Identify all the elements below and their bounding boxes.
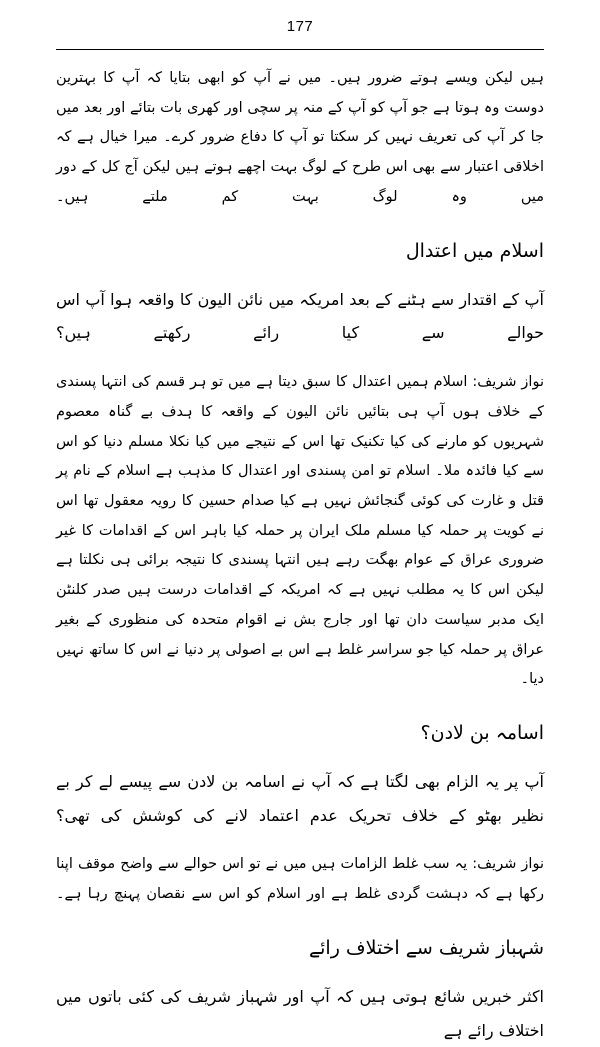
section-heading-osama: اسامہ بن لادن؟ [420, 721, 544, 744]
header-divider [56, 49, 544, 50]
question-nine-eleven: آپ کے اقتدار سے ہٹنے کے بعد امریکہ میں نائن الیون کا واقعہ ہوا آپ اس حوالے سے کیا رائے رکھتے ہیں؟ [56, 289, 544, 343]
section-heading-shahbaz: شہباز شریف سے اختلاف رائے [309, 936, 544, 959]
section-heading-itedal: اسلام میں اعتدال [405, 239, 544, 262]
question-shahbaz: اکثر خبریں شائع ہوتی ہیں کہ آپ اور شہباز شریف کی کئی باتوں میں اختلاف رائے ہے [56, 987, 544, 1040]
question-osama: آپ پر یہ الزام بھی لگتا ہے کہ آپ نے اسامہ بن لادن سے پیسے لے کر بے نظیر بھٹو کے خلاف تحریک عدم اعتماد لانے کی کوشش کی تھی؟ [56, 772, 544, 825]
page-number: 177 [286, 18, 314, 35]
paragraph-intro: ہیں لیکن ویسے ہوتے ضرور ہیں۔ میں نے آپ کو ابھی بتایا کہ آپ کا بہترین دوست وہ ہوتا ہے جو آپ کو آپ کے منہ پر سچی اور کھری بات بتائے اور بعد میں جا کر آپ کی تعریف نہیں کر سکتا تو آپ کا دفاع ضرور کرے۔ میرا خیال ہے کہ اخلاقی اعتبار سے بھی اس طرح کے لوگ بہت اچھے ہوتے ہیں لیکن آج کل کے دور میں وہ لوگ بہت کم ملتے ہیں۔ [56, 70, 544, 205]
answer-osama: نواز شریف: یہ سب غلط الزامات ہیں میں نے تو اس حوالے سے واضح موقف اپنا رکھا ہے کہ دہشت گردی غلط ہے اور اسلام کو اس سے نقصان پہنچ رہا ہے۔ [56, 856, 544, 903]
answer-nine-eleven: نواز شریف: اسلام ہمیں اعتدال کا سبق دیتا ہے میں تو ہر قسم کی انتہا پسندی کے خلاف ہوں آپ ہی بتائیں نائن الیون کے واقعہ کا ہدف بے گناہ معصوم شہریوں کو مارنے کی کیا تکنیک تھا اس کے نتیجے میں کیا نکلا مسلم دنیا کو اس سے کیا فائدہ ملا۔ اسلام تو امن پسندی اور اعتدال کا مذہب ہے اسلام کے نام پر قتل و غارت کی کوئی گنجائش نہیں ہے کیا صدام حسین کا رویہ معقول تھا اس نے کویت پر حملہ کیا مسلم ملک ایران پر حملہ کیا باہر اس کے اقدامات کا غیر ضروری عراق کے عوام بھگت رہے ہیں انتہا پسندی کا نتیجہ برائی ہی نکلتا ہے لیکن اس کا یہ مطلب نہیں ہے کہ امریکہ کے اقدامات درست ہیں صدر کلنٹن ایک مدبر سیاست دان تھا اور جارج بش نے اقوام متحدہ کی منظوری کے بغیر عراق پر حملہ کیا جو سراسر غلط ہے اس بے اصولی پر دنیا نے اس کا ساتھ نہیں دیا۔ [56, 374, 544, 688]
